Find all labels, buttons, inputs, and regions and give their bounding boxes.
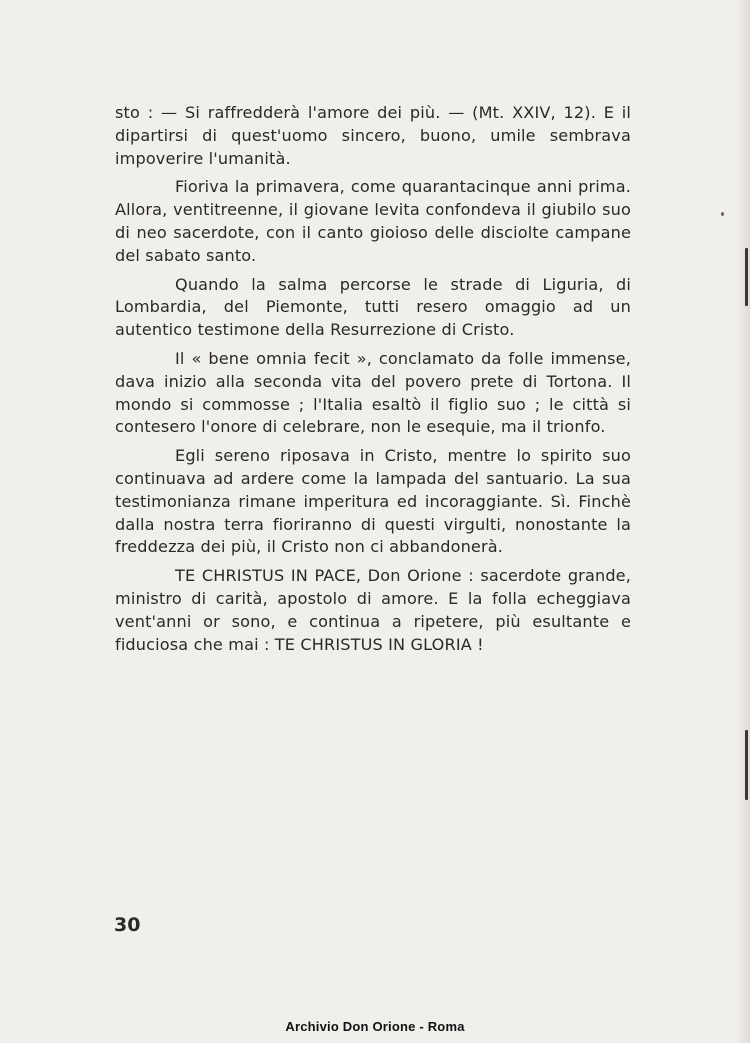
scan-speck xyxy=(721,212,724,216)
page-number: 30 xyxy=(114,914,141,936)
paragraph: TE CHRISTUS IN PACE, Don Orione : sacerdote grande, ministro di carità, apostolo di amore. E la folla echeggiava vent'anni or sono, e continua a ripetere, più esultante e fiduciosa che mai : TE CHRISTUS IN GLORIA ! xyxy=(115,566,631,654)
paragraph: Quando la salma percorse le strade di Liguria, di Lombardia, del Piemonte, tutti resero omaggio ad un autentico testimone della Resurrezione di Cristo. xyxy=(115,274,631,340)
paragraph: Il « bene omnia fecit », conclamato da folle immense, dava inizio alla seconda vita del povero prete di Tortona. Il mondo si commosse ; l'Italia esaltò il figlio suo ; le città si contesero l'onore di celebrare, non le esequie, ma il trionfo. xyxy=(115,348,631,437)
binding-edge-mark xyxy=(745,730,748,800)
body-text xyxy=(115,102,631,662)
paragraph: Egli sereno riposava in Cristo, mentre lo spirito suo continuava ad ardere come la lampada del santuario. La sua testimonianza rimane imperitura ed incoraggiante. Sì. Finchè dalla nostra terra fioriranno di questi virgulti, nonostante la freddezza dei più, il Cristo non ci abbandonerà. xyxy=(115,446,631,557)
archive-footer: Archivio Don Orione - Roma xyxy=(285,1019,465,1034)
paragraph: Fioriva la primavera, come quarantacinque anni prima. Allora, ventitreenne, il giovane levita confondeva il giubilo suo di neo sacerdote, con il canto gioioso delle disciolte campane del sabato santo. xyxy=(115,177,631,265)
binding-edge-mark xyxy=(745,248,748,306)
page-edge-shadow xyxy=(736,0,750,1043)
paragraph-continuation: sto : — Si raffredderà l'amore dei più. — (Mt. XXIV, 12). E il dipartirsi di quest'uomo sincero, buono, umile sembrava impoverire l'umanità. xyxy=(115,103,631,168)
